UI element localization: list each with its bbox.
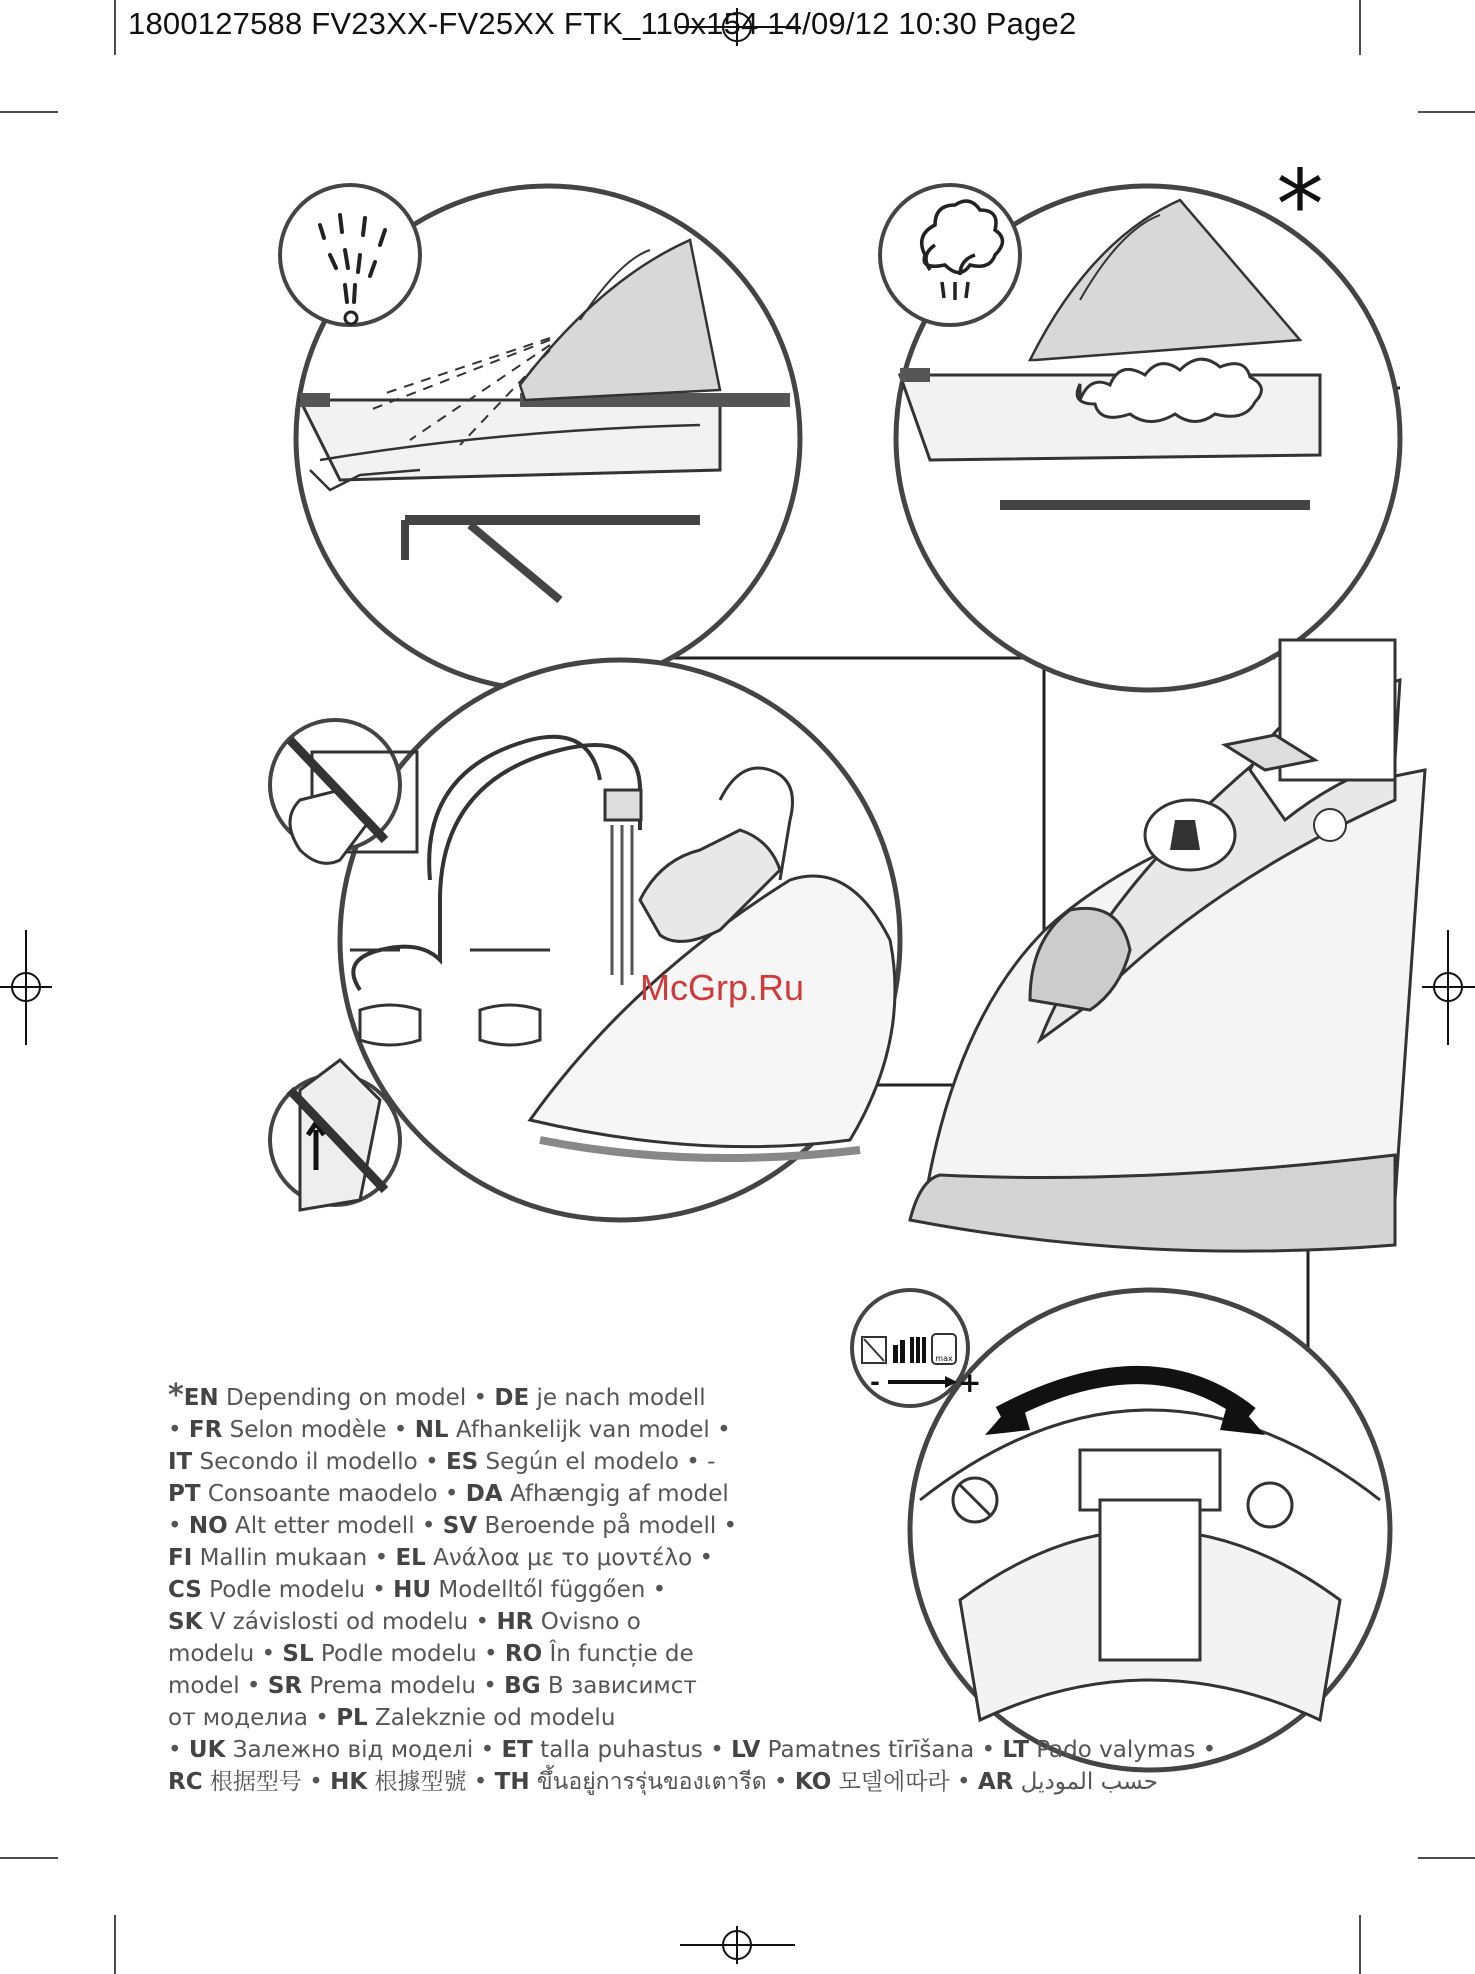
language-code: AR <box>977 1769 1014 1795</box>
depending-on-model-asterisk <box>1276 151 1324 261</box>
language-code: LV <box>731 1737 761 1763</box>
language-code: DA <box>465 1481 503 1507</box>
language-text: ขึ้นอยู่การรุ่นของเตารีด • <box>529 1769 795 1795</box>
language-text: model • <box>168 1673 268 1699</box>
language-code: HR <box>496 1609 534 1635</box>
language-text: Pamatnes tīrīšana • <box>760 1737 1003 1763</box>
legend-line <box>168 1478 728 1510</box>
language-code: UK <box>188 1737 226 1763</box>
language-code: ET <box>501 1737 533 1763</box>
language-code: SL <box>282 1641 314 1667</box>
language-text: În funcție de <box>542 1641 694 1667</box>
language-code: NL <box>414 1417 449 1443</box>
svg-text:-: - <box>870 1368 880 1396</box>
language-text: 모델에따라 • <box>831 1769 978 1795</box>
svg-text:*: * <box>1276 151 1324 261</box>
asterisk-icon: * <box>168 1378 184 1413</box>
legend-line <box>168 1766 1158 1798</box>
language-code: LT <box>1002 1737 1029 1763</box>
language-code: SV <box>442 1513 478 1539</box>
language-text: Prema modelu • <box>302 1673 505 1699</box>
temperature-dial-illustration <box>852 1290 1390 1770</box>
legend-line <box>168 1414 731 1446</box>
language-code: EL <box>395 1545 426 1571</box>
language-code: ES <box>445 1449 479 1475</box>
language-code: DE <box>494 1385 530 1411</box>
language-text: • <box>168 1513 189 1539</box>
legend-line <box>168 1702 728 1734</box>
language-text: modelu • <box>168 1641 283 1667</box>
language-code: CS <box>168 1577 202 1603</box>
language-text: 根據型號 • <box>367 1769 495 1795</box>
language-text: Consoante maodelo • <box>200 1481 466 1507</box>
language-text: Zalekznie od modelu <box>367 1705 616 1731</box>
language-code: KO <box>794 1769 832 1795</box>
watermark: McGrp.Ru <box>640 967 805 1008</box>
language-code: SK <box>168 1609 203 1635</box>
legend-line <box>168 1510 738 1542</box>
svg-text:max: max <box>935 1354 953 1363</box>
language-text: Según el modelo • - <box>478 1449 716 1475</box>
language-text: В зависимст <box>540 1673 697 1699</box>
legend-line <box>168 1446 728 1478</box>
language-code: RO <box>504 1641 543 1667</box>
registration-mark-left <box>0 930 52 1045</box>
language-text: Modelltől függően • <box>431 1577 667 1603</box>
spray-illustration <box>280 185 800 690</box>
svg-text:+: + <box>958 1366 982 1399</box>
language-text: Afhankelijk van model • <box>448 1417 731 1443</box>
language-code: FI <box>168 1545 193 1571</box>
language-text: • <box>168 1737 189 1763</box>
language-text: حسب الموديل <box>1013 1769 1158 1795</box>
language-code: NO <box>188 1513 228 1539</box>
registration-mark-bottom <box>680 1926 795 1964</box>
registration-mark-right <box>1422 930 1475 1045</box>
legend-line <box>168 1380 728 1414</box>
language-text: • <box>168 1417 189 1443</box>
language-text: Afhængig af model <box>502 1481 729 1507</box>
language-text: Залежно від моделі • <box>225 1737 502 1763</box>
language-text: Podle modelu • <box>201 1577 394 1603</box>
language-text: Secondo il modello • <box>192 1449 446 1475</box>
language-text: Depending on model • <box>218 1385 495 1411</box>
language-code: EN <box>183 1385 219 1411</box>
language-text: je nach modell <box>529 1385 706 1411</box>
language-text: Podle modelu • <box>313 1641 505 1667</box>
language-code: IT <box>168 1449 193 1475</box>
legend-line <box>168 1574 728 1606</box>
language-text: Alt etter modell • <box>227 1513 443 1539</box>
language-text: V závislosti od modelu • <box>202 1609 497 1635</box>
legend-line <box>168 1542 728 1574</box>
language-code: TH <box>494 1769 530 1795</box>
language-code: RC <box>168 1769 203 1795</box>
language-text: Ανάλοα με το μοντέλο • <box>425 1545 714 1571</box>
language-code: PL <box>336 1705 368 1731</box>
language-text: Mallin mukaan • <box>192 1545 396 1571</box>
language-text: Ovisno o <box>533 1609 641 1635</box>
language-text: Selon modèle • <box>222 1417 415 1443</box>
language-code: HU <box>393 1577 432 1603</box>
filling-tap-illustration <box>270 660 900 1220</box>
legend-line <box>168 1734 1217 1766</box>
language-code: SR <box>267 1673 303 1699</box>
legend-line <box>168 1606 728 1638</box>
language-text: talla puhastus • <box>532 1737 732 1763</box>
steam-iron-illustration <box>910 640 1425 1251</box>
depending-on-model-legend <box>168 1378 1217 1798</box>
language-code: PT <box>168 1481 201 1507</box>
language-text: 根据型号 • <box>202 1769 331 1795</box>
language-code: BG <box>504 1673 541 1699</box>
language-code: FR <box>188 1417 223 1443</box>
page-header: 1800127588 FV23XX-FV25XX FTK_110x154 14/09/12 10:30 Page2 <box>128 6 1077 41</box>
language-text: от моделиа • <box>168 1705 337 1731</box>
language-code: HK <box>330 1769 368 1795</box>
legend-line <box>168 1670 728 1702</box>
language-text: Pado valymas • <box>1028 1737 1217 1763</box>
legend-line <box>168 1638 728 1670</box>
language-text: Beroende på modell • <box>477 1513 738 1539</box>
